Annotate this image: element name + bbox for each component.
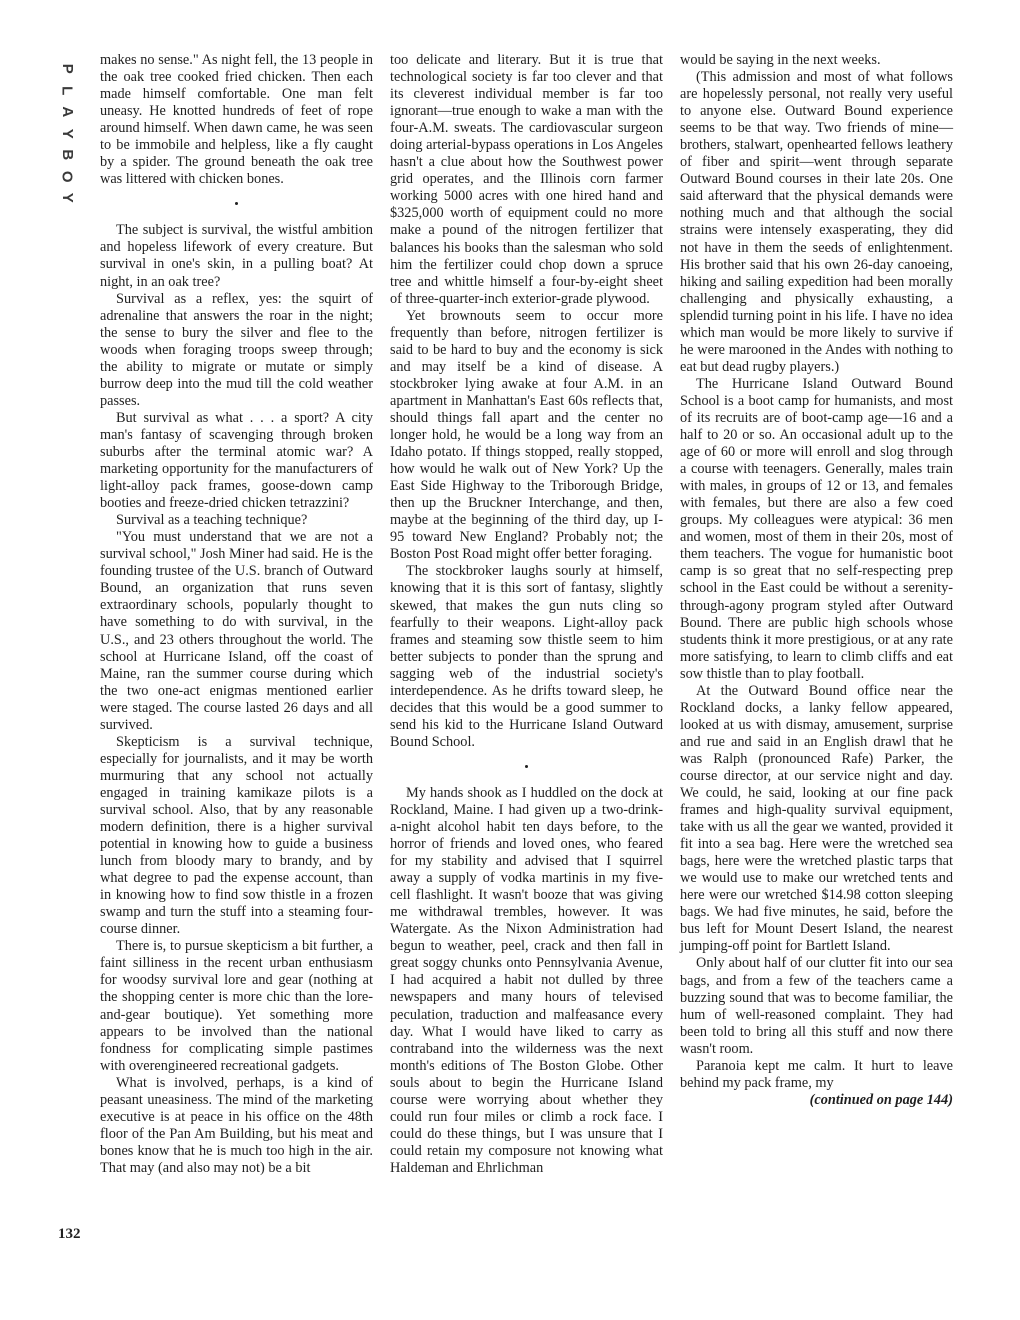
paragraph: My hands shook as I huddled on the dock at Rockland, Maine. I had given up a two-drink-a-night alcohol habit ten days before, to the horror of friends and loved ones, who feared for my stability and advised that I squirrel away a supply of vodka martinis in my five-cell flashlight. It wasn't booze that was giving me withdrawal trembles, however. It was Watergate. As the Nixon Administration had begun to weather, peel, crack and then fall in great soggy chunks onto Pennsylvania Avenue, I had acquired a habit not dulled by three newspapers and many hours of televised peculation, traduction and malfeasance every day. What I would have liked to carry as contraband into the wilderness was the next month's editions of The Boston Globe. Other souls about to begin the Hurricane Island course were worrying about whether they could run four miles or climb a rock face. I could do these things, but I was unsure that I could retain my composure not knowing what Haldeman and Ehrlichman	[390, 784, 663, 1176]
paragraph: Skepticism is a survival technique, especially for journalists, and it may be worth murmuring that any school not actually engaged in training kamikaze pilots is a survival school. Also, that by any reasonable modern definition, there is a higher survival potential in knowing how to guide a business lunch from bloody mary to brandy, and by what degree to pad the expense account, than in knowing how to find sow thistle in a frozen swamp and turn the stuff into a steaming four-course dinner.	[100, 733, 373, 938]
paragraph: (This admission and most of what follows are hopelessly personal, not really very useful to anyone else. Outward Bound experience seems to be that way. Two friends of mine—brothers, stalwart, openhearted fellows leathery of fiber and spirit—went through separate Outward Bound courses in their late 20s. One said afterward that the physical demands were nothing much and that although the social strains were intensely exasperating, they did not have in them the seeds of enlightenment. His brother said that his own 26-day canoeing, hiking and sailing expedition had been morally challenging and physically exhausting, a splendid turning point in his life. I have no idea which man would be more likely to survive if he were marooned in the Andes with nothing to eat but dead rugby players.)	[680, 69, 953, 375]
masthead-letter: A	[58, 106, 76, 118]
paragraph: would be saying in the next weeks.	[680, 52, 881, 68]
paragraph: Paranoia kept me calm. It hurt to leave behind my pack frame, my	[680, 1057, 953, 1091]
section-break-bullet	[100, 188, 373, 222]
text-column-1	[100, 52, 373, 1177]
masthead-letter: Y	[58, 128, 76, 139]
masthead-letter: Y	[58, 192, 76, 203]
paragraph: The subject is survival, the wistful ambition and hopeless lifework of every creature. But survival in one's skin, in a pulling boat? At night, in an oak tree?	[100, 222, 373, 290]
paragraph: At the Outward Bound office near the Rockland docks, a lanky fellow appeared, looked at us with dismay, amusement, surprise and rue and said in an English drawl that he was Ralph (pronounced Rafe) Parker, the course director, at our service night and day. We could, he said, looking at our fine pack frames and high-quality survival equipment, take with us all the gear we wanted, provided it fit into a sea bag. Here were the wretched sea bags, here were the wretched plastic tarps that we would use to make our wretched tents and here were our wretched $14.98 cotton sleeping bags. We had five minutes, he said, before the bus left for Mount Desert Island, the nearest jumping-off point for Bartlett Island.	[680, 682, 953, 955]
paragraph: But survival as what . . . a sport? A city man's fantasy of scavenging through broken suburbs after the terminal atomic war? A marketing opportunity for the manufacturers of light-alloy pack frames, goose-down camp booties and freeze-dried chicken tetrazzini?	[100, 409, 373, 512]
paragraph: What is involved, perhaps, is a kind of peasant uneasiness. The mind of the marketing executive is at peace in his office on the 48th floor of the Pan Am Building, but his meat and bones know that he is much too high in the air. That may (and also may not) be a bit	[100, 1074, 373, 1176]
masthead-letter: L	[58, 85, 76, 95]
masthead-letter: P	[58, 63, 76, 74]
paragraph: Only about half of our clutter fit into our sea bags, and from a few of the teachers came a buzzing sound that was to become familiar, the hum of well-reasoned complaint. They had been told to bring all this stuff and now there wasn't room.	[680, 955, 953, 1057]
text-column-2	[390, 52, 663, 1177]
paragraph: The Hurricane Island Outward Bound School is a boot camp for humanists, and most of its recruits are of boot-camp age—16 and a half to 20 or so. An occasional adult up to the age of 60 or more will enroll and slog through a course with teenagers. Generally, males train with males, in groups of 12 or 13, and females with females, but there are also a few coed groups. My colleagues were atypical: 36 men and women, most of them in their 20s, most of them teachers. The vogue for humanistic boot camp is so great that no self-respecting prep school in the East could be without a serenity-through-agony program styled after Outward Bound. There are public high schools whose students think it more prestigious, or at any rate more satisfying, to learn to climb cliffs and eat sow thistle than to play football.	[680, 375, 953, 682]
paragraph: Survival as a teaching technique?	[116, 512, 308, 529]
page-number: 132	[58, 1226, 81, 1242]
masthead-letter: O	[58, 170, 76, 183]
paragraph: There is, to pursue skepticism a bit further, a faint silliness in the recent urban enthusiasm for woodsy survival lore and gear (nothing at the shopping center is more chic than the lore-and-gear boutique). Yet something more appears to be involved than the national fondness for complicating simple pastimes with overengineered recreational gadgets.	[100, 938, 373, 1074]
section-break-bullet	[390, 751, 663, 785]
paragraph: The stockbroker laughs sourly at himself, knowing that it is this sort of fantasy, slightly skewed, that makes the gun nuts cling so fearfully to their weapons. Light-alloy pack frames and steaming sow thistle seem to him better subjects to ponder than the sprung and sagging web of the industrial society's interdependence. As he drifts toward sleep, he decides that this would be a good summer to send his kid to the Hurricane Island Outward Bound School.	[390, 563, 663, 750]
paragraph: too delicate and literary. But it is true that technological society is far too clever and that its cleverest individual member is far too ignorant—true enough to wake a man with the four-A.M. sweats. The cardiovascular surgeon doing arterial-bypass operations in Los Angeles hasn't a clue about how the Southwest power grid operates, and the Illinois corn farmer working 5000 acres with one hired hand and $325,000 worth of equipment could no more make a pound of the nitrogen fertilizer that balances his books than the salesman who sold him the fertilizer could chop down a spruce tree and whittle himself a four-by-eight sheet of three-quarter-inch exterior-grade plywood.	[390, 52, 663, 307]
text-column-3	[680, 52, 953, 1109]
magazine-masthead	[56, 58, 78, 209]
masthead-letter: B	[58, 149, 76, 161]
paragraph: makes no sense." As night fell, the 13 people in the oak tree cooked fried chicken. Then each made himself comfortable. One man felt uneasy. He knotted hundreds of feet of rope around himself. When dawn came, he was seen to be immobile and helpless, like a fly caught by a spider. The ground beneath the oak tree was littered with chicken bones.	[100, 52, 373, 188]
paragraph: Survival as a reflex, yes: the squirt of adrenaline that answers the roar in the night; the sense to bury the silver and flee to the woods when foraging troops sweep through; the ability to migrate or mutate or simply burrow deep into the mud till the cold weather passes.	[100, 290, 373, 409]
paragraph: "You must understand that we are not a survival school," Josh Miner had said. He is the founding trustee of the U.S. branch of Outward Bound, an organization that runs seven extraordinary schools, popularly thought to have something to do with survival, in the U.S., and 23 others throughout the world. The school at Hurricane Island, off the coast of Maine, ran the summer course during which the two one-act enigmas mentioned earlier were staged. The course lasted 26 days and all survived.	[100, 529, 373, 733]
continued-note: (continued on page 144)	[809, 1091, 953, 1108]
paragraph: Yet brownouts seem to occur more frequently than before, nitrogen fertilizer is said to be hard to buy and the economy is sick and may itself be a kind of disease. A stockbroker lying awake at four A.M. in an apartment in Manhattan's East 60s reflects that, should things fall apart and the center no longer hold, he would be a long way from an Idaho potato. If things stopped, really stopped, how would he walk out of New York? Up the East Side Highway to the Triborough Bridge, then up the Bruckner Interchange, and then, maybe at the beginning of the third day, up I-95 toward New England? Probably not; the Boston Post Road might offer better foraging.	[390, 307, 663, 563]
